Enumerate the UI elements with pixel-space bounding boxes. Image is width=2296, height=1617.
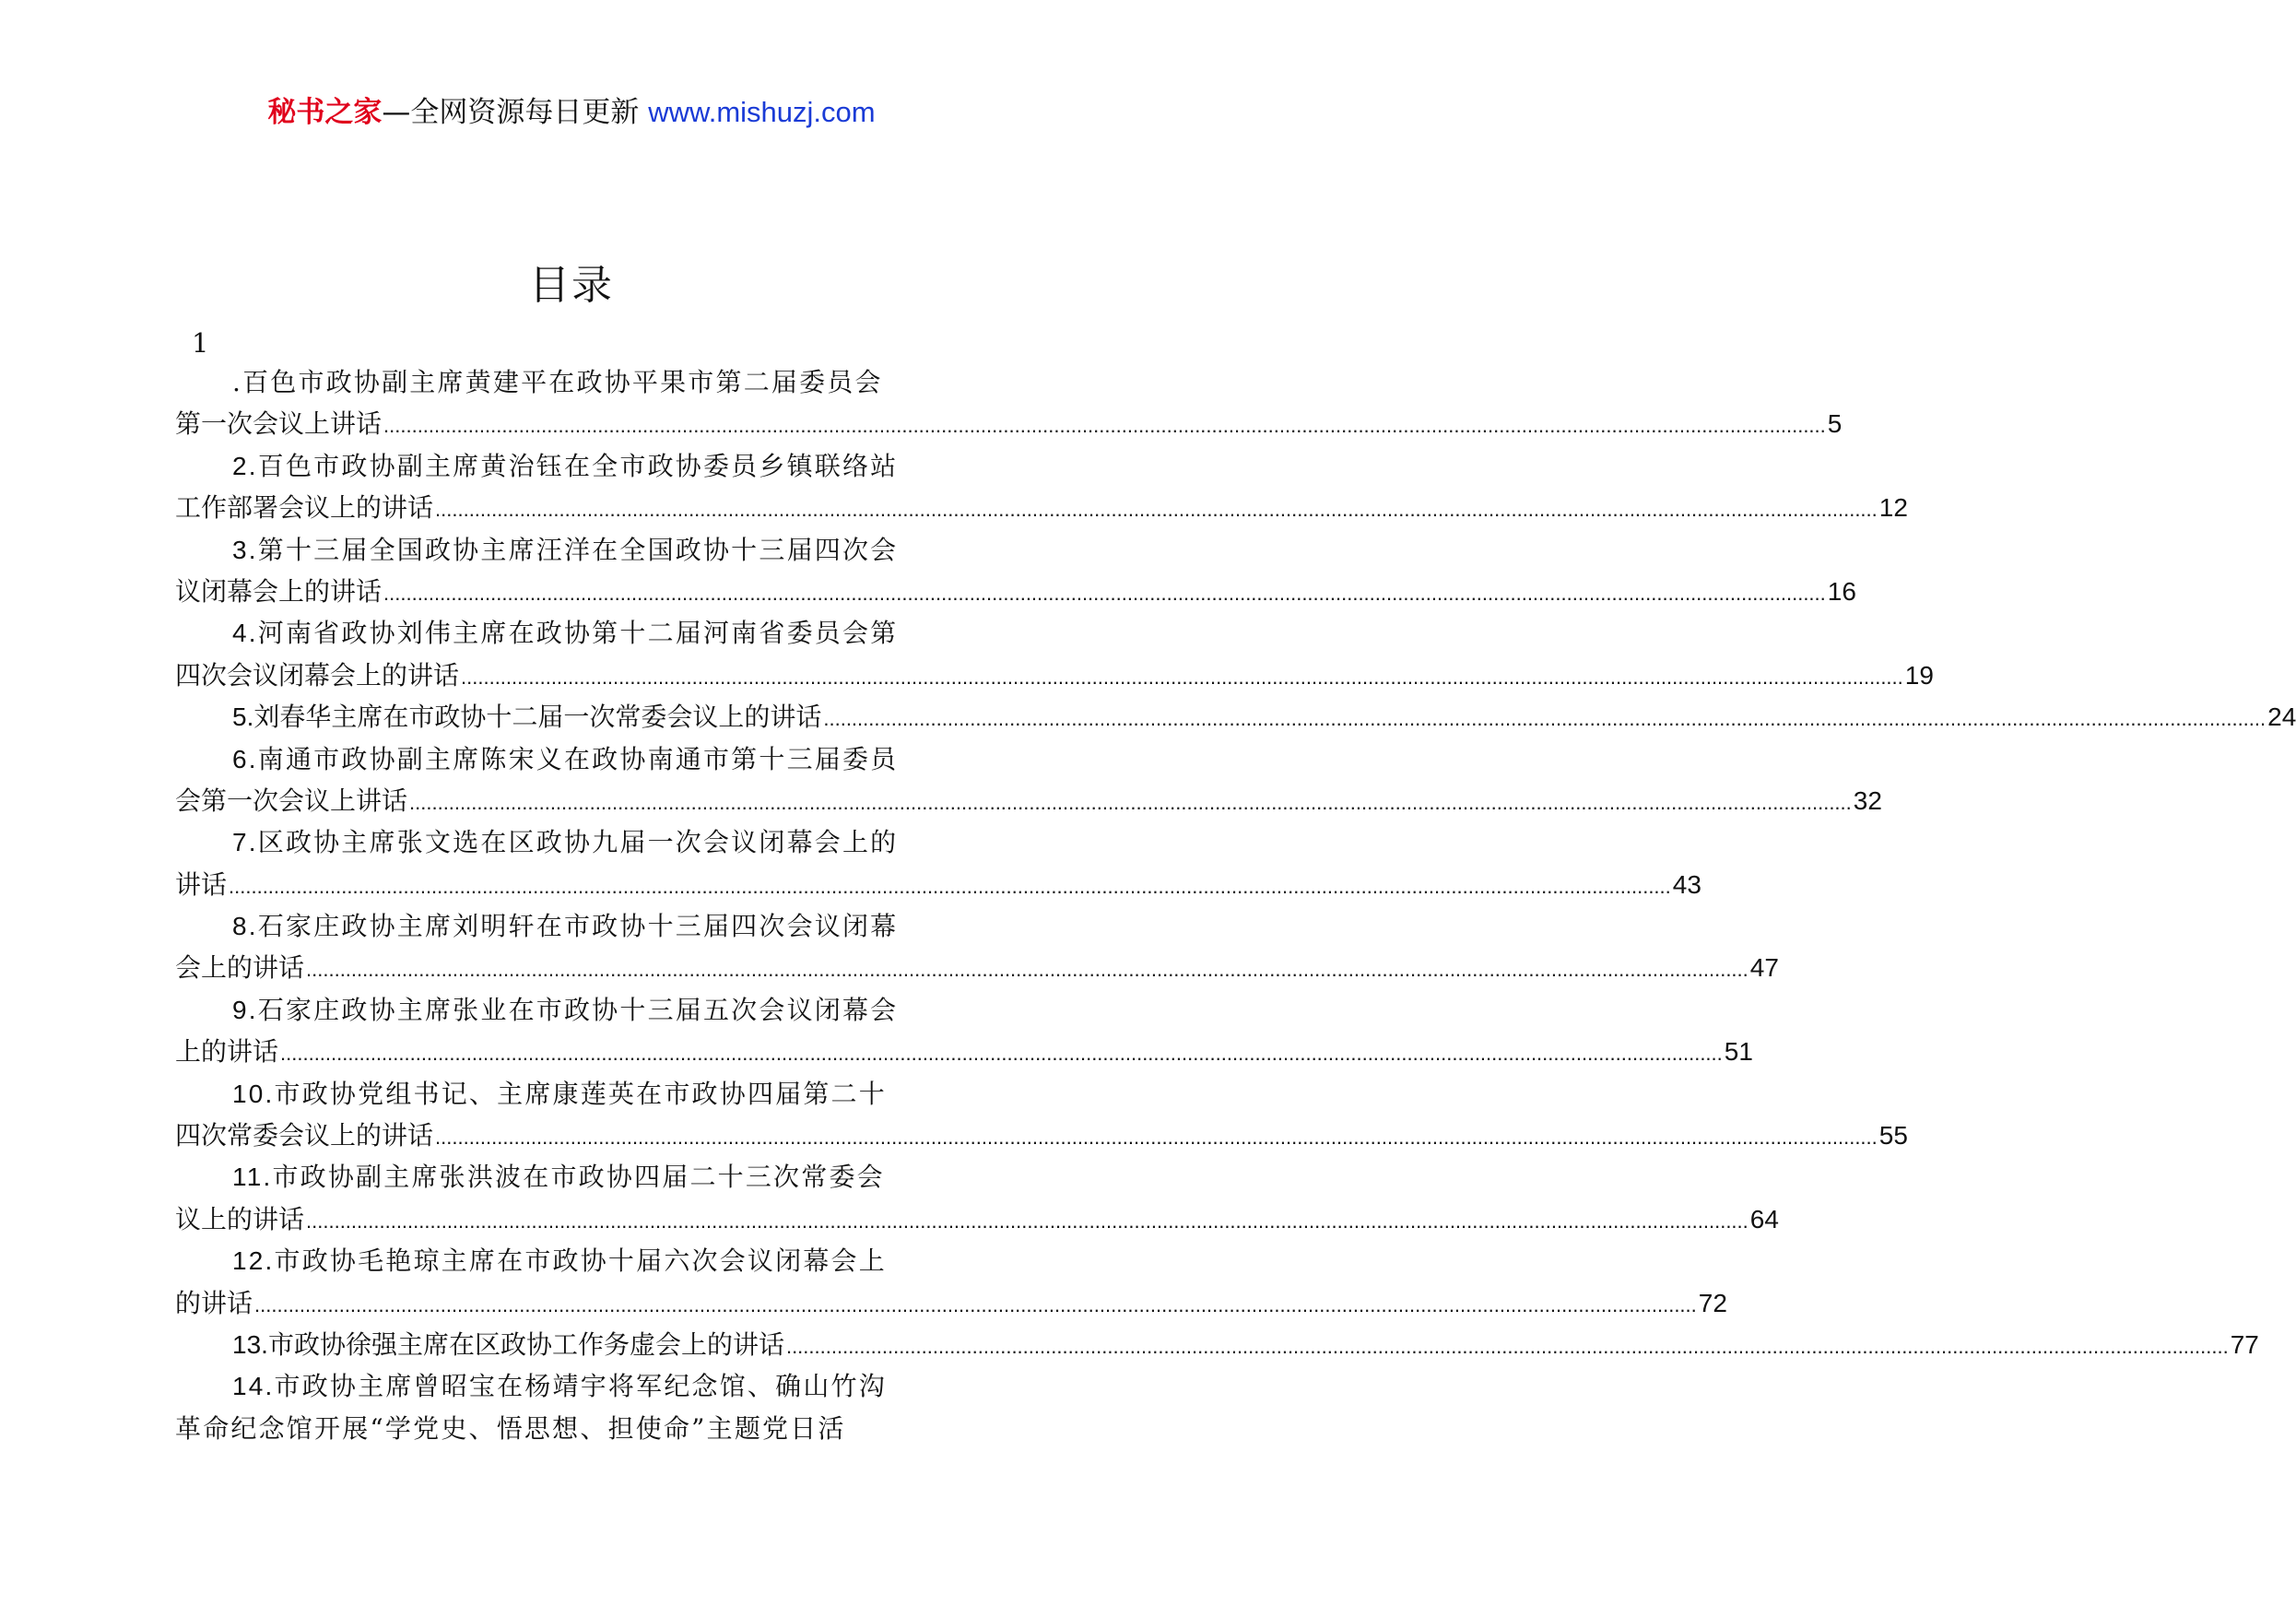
toc-entry-line bbox=[175, 1324, 2259, 1365]
toc-page-number: 16 bbox=[1827, 576, 1856, 606]
toc-leader-dots bbox=[383, 403, 1826, 446]
toc-entry[interactable] bbox=[175, 821, 1701, 905]
toc-entry-line bbox=[175, 989, 968, 1031]
toc-entry-line bbox=[175, 1073, 968, 1115]
toc-entry-title: 南通市政协副主席陈宋义在政协南通市第十三届委员 bbox=[257, 743, 899, 774]
toc-entry-number: 13. bbox=[232, 1329, 268, 1359]
toc-entry-line bbox=[175, 696, 2296, 738]
toc-entry-number: 6. bbox=[232, 744, 258, 773]
toc-entry-title: 市政协主席曾昭宝在杨靖宇将军纪念馆、确山竹沟 bbox=[274, 1371, 887, 1402]
toc-entry-number: 14. bbox=[232, 1372, 275, 1401]
toc-entry-line bbox=[175, 1408, 968, 1449]
toc-page-number: 19 bbox=[1904, 660, 1934, 690]
page-title: 目录 bbox=[529, 262, 614, 309]
toc-entry-line bbox=[175, 864, 1701, 905]
toc-entry-line bbox=[175, 1240, 968, 1281]
toc-entry-title-cont: 议闭幕会上的讲话 bbox=[175, 575, 383, 607]
toc-entry-number: 4. bbox=[232, 619, 258, 648]
stray-number: 1 bbox=[192, 327, 209, 359]
toc-entry-line bbox=[175, 403, 1843, 444]
toc-entry-line bbox=[175, 1282, 1727, 1324]
toc-entry-number: 5. bbox=[232, 702, 254, 732]
toc-page-number: 47 bbox=[1749, 953, 1779, 983]
toc-entry-number: 7. bbox=[232, 828, 258, 857]
toc-entry-number: 12. bbox=[232, 1246, 275, 1276]
site-url[interactable]: www.mishuzj.com bbox=[648, 96, 876, 128]
toc-entry-title: .百色市政协副主席黄建平在政协平果市第二届委员会 bbox=[232, 367, 883, 397]
toc-entry-number: 8. bbox=[232, 912, 258, 941]
toc-entry[interactable] bbox=[175, 696, 2296, 738]
toc-entry-number: 10. bbox=[232, 1079, 275, 1108]
toc-entry[interactable] bbox=[175, 1073, 1908, 1157]
toc-entry-line bbox=[175, 1156, 968, 1198]
toc-entry[interactable] bbox=[175, 612, 1934, 696]
toc-leader-dots bbox=[409, 780, 1852, 823]
toc-entry-number: 2. bbox=[232, 451, 258, 480]
site-slogan: —全网资源每日更新 bbox=[382, 96, 649, 129]
toc-entry-line bbox=[175, 612, 968, 654]
toc-entry-line bbox=[175, 780, 1882, 821]
toc-entry-title: 石家庄政协主席张业在市政协十三届五次会议闭幕会 bbox=[257, 994, 899, 1025]
toc-entry-line bbox=[175, 529, 968, 571]
toc-page-number: 51 bbox=[1724, 1037, 1753, 1067]
toc-entry-line bbox=[175, 571, 1856, 612]
toc-entry[interactable] bbox=[175, 529, 1856, 613]
toc-entry-number: 11. bbox=[232, 1163, 273, 1192]
toc-entry-title-cont: 第一次会议上讲话 bbox=[175, 408, 383, 440]
toc-entry[interactable] bbox=[175, 445, 1908, 529]
toc-entry-title: 市政协党组书记、主席康莲英在市政协四届第二十 bbox=[274, 1078, 887, 1109]
toc-entry-title: 市政协副主席张洪波在市政协四届二十三次常委会 bbox=[272, 1162, 885, 1193]
toc-leader-dots bbox=[280, 1031, 1723, 1074]
toc-entry-line bbox=[175, 1365, 968, 1407]
toc-leader-dots bbox=[461, 655, 1903, 698]
toc-entry-title: 市政协毛艳琼主席在市政协十届六次会议闭幕会上 bbox=[274, 1245, 887, 1277]
toc-leader-dots bbox=[435, 1115, 1878, 1158]
toc-entry-line bbox=[175, 821, 968, 863]
toc-entry-line bbox=[175, 947, 1779, 988]
toc-entry-title-cont: 会第一次会议上讲话 bbox=[175, 785, 408, 816]
toc-page-number: 5 bbox=[1827, 409, 1843, 439]
toc-entry[interactable] bbox=[175, 361, 1843, 445]
toc-leader-dots bbox=[229, 864, 1671, 907]
toc-leader-dots bbox=[823, 696, 2266, 739]
toc-entry-title-cont: 工作部署会议上的讲话 bbox=[175, 492, 434, 524]
toc-entry[interactable] bbox=[175, 1156, 1779, 1240]
toc-entry-title-cont: 革命纪念馆开展“学党史、悟思想、担使命”主题党日活 bbox=[175, 1412, 846, 1444]
toc-entry-title-cont: 四次会议闭幕会上的讲话 bbox=[175, 659, 460, 690]
toc-page-number: 55 bbox=[1878, 1121, 1908, 1151]
toc-entry[interactable] bbox=[175, 1240, 1727, 1324]
site-header bbox=[0, 92, 1143, 133]
toc-entry-title-cont: 讲话 bbox=[175, 868, 228, 900]
toc-page-number: 12 bbox=[1878, 493, 1908, 523]
toc-entry-title-cont: 议上的讲话 bbox=[175, 1203, 305, 1234]
toc-entry[interactable] bbox=[175, 738, 1882, 822]
toc-page-number: 64 bbox=[1749, 1204, 1779, 1233]
toc-leader-dots bbox=[435, 487, 1878, 530]
toc-entry-number: 9. bbox=[232, 995, 258, 1024]
toc-entry-line bbox=[175, 445, 968, 487]
toc-entry-line bbox=[175, 487, 1908, 528]
toc-entry-title: 刘春华主席在市政协十二届一次常委会议上的讲话 bbox=[253, 702, 822, 733]
toc-entry-title: 石家庄政协主席刘明轩在市政协十三届四次会议闭幕 bbox=[257, 911, 899, 942]
toc-page-number: 43 bbox=[1672, 869, 1701, 899]
toc-leader-dots bbox=[383, 571, 1826, 614]
toc-entry-title: 区政协主席张文选在区政协九届一次会议闭幕会上的 bbox=[257, 827, 899, 858]
toc-entry-title: 市政协徐强主席在区政协工作务虚会上的讲话 bbox=[267, 1328, 784, 1360]
toc-entry[interactable] bbox=[175, 989, 1753, 1073]
toc-page-number: 72 bbox=[1698, 1288, 1727, 1317]
toc-entry-number: 3. bbox=[232, 535, 258, 564]
toc-entry-line bbox=[175, 1115, 1908, 1156]
toc-leader-dots bbox=[306, 947, 1748, 990]
toc-entry-title-cont: 上的讲话 bbox=[175, 1036, 279, 1068]
toc-leader-dots bbox=[254, 1282, 1697, 1326]
toc-page-number: 32 bbox=[1853, 785, 1882, 815]
toc-entry-line bbox=[175, 738, 968, 780]
toc-entry-line bbox=[175, 1031, 1753, 1072]
toc-entry-title: 百色市政协副主席黄治钰在全市政协委员乡镇联络站 bbox=[257, 450, 899, 481]
toc-leader-dots bbox=[306, 1198, 1748, 1242]
site-brand: 秘书之家 bbox=[267, 96, 383, 129]
table-of-contents bbox=[175, 325, 2296, 1449]
toc-entry-title-cont: 四次常委会议上的讲话 bbox=[175, 1120, 434, 1151]
toc-page-number: 77 bbox=[2230, 1329, 2259, 1359]
toc-entry[interactable] bbox=[175, 1365, 968, 1449]
toc-entry-line bbox=[175, 1198, 1779, 1240]
toc-entry-line bbox=[175, 361, 968, 403]
toc-entry[interactable] bbox=[175, 905, 1779, 989]
toc-entry[interactable] bbox=[175, 1324, 2259, 1365]
toc-entry-title-cont: 的讲话 bbox=[175, 1287, 253, 1318]
toc-entry-line bbox=[175, 905, 968, 947]
toc-entry-line bbox=[175, 655, 1934, 696]
toc-entry-title: 第十三届全国政协主席汪洋在全国政协十三届四次会 bbox=[257, 534, 899, 565]
toc-entry-title-cont: 会上的讲话 bbox=[175, 952, 305, 984]
toc-entry-title: 河南省政协刘伟主席在政协第十二届河南省委员会第 bbox=[257, 618, 899, 649]
toc-leader-dots bbox=[786, 1324, 2229, 1367]
toc-page-number: 24 bbox=[2267, 702, 2296, 732]
